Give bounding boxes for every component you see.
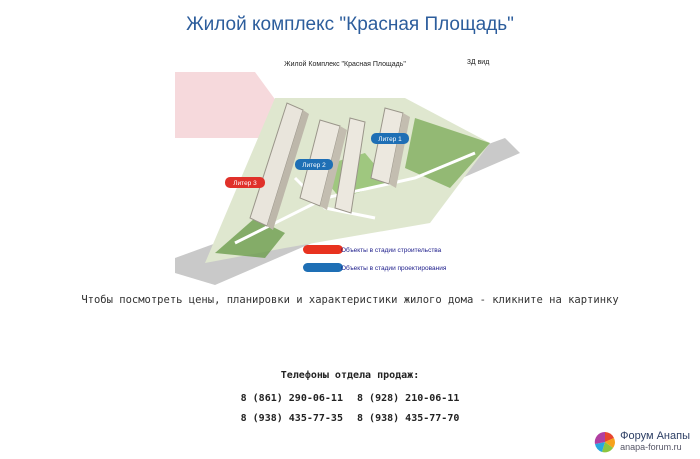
sales-phones <box>0 370 700 433</box>
forum-watermark <box>594 430 690 453</box>
phone-number: 8 (861) 290-06-11 <box>240 393 343 404</box>
legend-swatch-blue <box>303 263 343 272</box>
phone-number: 8 (928) 210-06-11 <box>357 393 460 404</box>
legend-swatch-red <box>303 245 343 254</box>
phone-number: 8 (938) 435-77-35 <box>240 413 343 424</box>
forum-site: anapa-forum.ru <box>620 442 682 452</box>
liter-1-label: Литер 1 <box>378 136 402 143</box>
liter-2-badge[interactable] <box>295 159 333 170</box>
phones-row <box>0 393 700 404</box>
liter-1-badge[interactable] <box>371 133 409 144</box>
complex-plan-illustration[interactable] <box>175 58 520 285</box>
phones-row <box>0 413 700 424</box>
liter-3-label: Литер 3 <box>233 180 257 187</box>
forum-logo-icon <box>594 431 616 453</box>
phones-heading: Телефоны отдела продаж: <box>280 370 420 381</box>
hint-text: Чтобы посмотреть цены, планировки и характеристики жилого дома - кликните на картинку <box>81 294 619 306</box>
plan-header: Жилой Комплекс "Красная Площадь" <box>284 61 406 68</box>
liter-2-label: Литер 2 <box>302 162 326 169</box>
legend-design <box>303 263 447 272</box>
legend-construction-label: Объекты в стадии строительства <box>341 247 442 254</box>
phone-number: 8 (938) 435-77-70 <box>357 413 460 424</box>
legend-construction <box>303 245 442 254</box>
forum-name: Форум Анапы <box>620 430 690 442</box>
page-title: Жилой комплекс "Красная Площадь" <box>186 14 514 35</box>
view-label: 3Д вид <box>467 59 490 66</box>
liter-3-badge[interactable] <box>225 177 265 188</box>
legend-design-label: Объекты в стадии проектирования <box>341 265 447 272</box>
complex-plan-image[interactable] <box>175 58 520 285</box>
